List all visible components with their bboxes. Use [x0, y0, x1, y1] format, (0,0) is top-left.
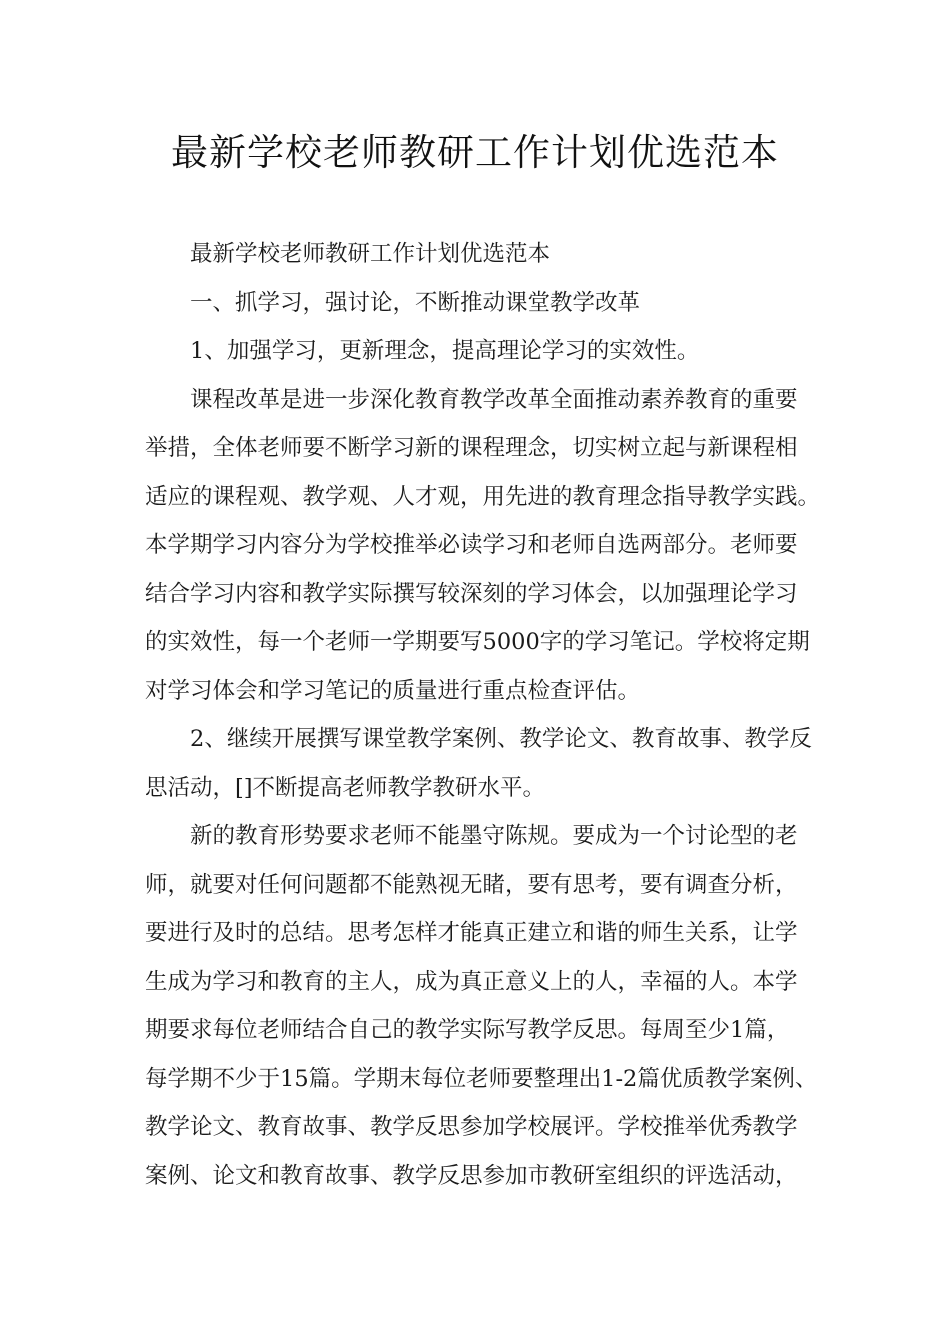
text-line: 1、加强学习，更新理念，提高理论学习的实效性。: [190, 338, 700, 364]
text-line: 师，就要对任何问题都不能熟视无睹，要有思考，要有调查分析，: [145, 871, 798, 898]
text-line: 最新学校老师教研工作计划优选范本: [190, 241, 551, 267]
text-line: 2、继续开展撰写课堂教学案例、教学论文、教育故事、教学反: [190, 726, 812, 752]
text-line: 适应的课程观、教学观、人才观，用先进的教育理念指导教学实践。: [145, 483, 821, 510]
text-line: 一、抓学习，强讨论，不断推动课堂教学改革: [190, 289, 641, 316]
document-title: 最新学校老师教研工作计划优选范本: [171, 131, 779, 174]
text-line: 要进行及时的总结。思考怎样才能真正建立和谐的师生关系，让学: [145, 920, 798, 946]
text-line: 教学论文、教育故事、教学反思参加学校展评。学校推举优秀教学: [145, 1114, 798, 1140]
document-body: [145, 230, 825, 1200]
text-line: 举措，全体老师要不断学习新的课程理念，切实树立起与新课程相: [145, 435, 798, 461]
text-line: 结合学习内容和教学实际撰写较深刻的学习体会，以加强理论学习: [145, 580, 798, 607]
text-line: 期要求每位老师结合自己的教学实际写教学反思。每周至少1篇，: [145, 1017, 790, 1043]
text-line: 生成为学习和教育的主人，成为真正意义上的人，幸福的人。本学: [145, 968, 798, 995]
text-line: 对学习体会和学习笔记的质量进行重点检查评估。: [145, 677, 641, 704]
text-line: 每学期不少于15篇。学期末每位老师要整理出1-2篇优质教学案例、: [145, 1065, 818, 1092]
text-line: 新的教育形势要求老师不能墨守陈规。要成为一个讨论型的老: [190, 823, 798, 849]
text-line: 思活动，[]不断提高老师教学教研水平。: [145, 774, 546, 801]
text-line: 本学期学习内容分为学校推举必读学习和老师自选两部分。老师要: [145, 532, 798, 558]
text-line: 课程改革是进一步深化教育教学改革全面推动素养教育的重要: [190, 386, 798, 413]
text-line: 的实效性，每一个老师一学期要写5000字的学习笔记。学校将定期: [145, 629, 810, 655]
text-line: 案例、论文和教育故事、教学反思参加市教研室组织的评选活动，: [145, 1162, 798, 1189]
